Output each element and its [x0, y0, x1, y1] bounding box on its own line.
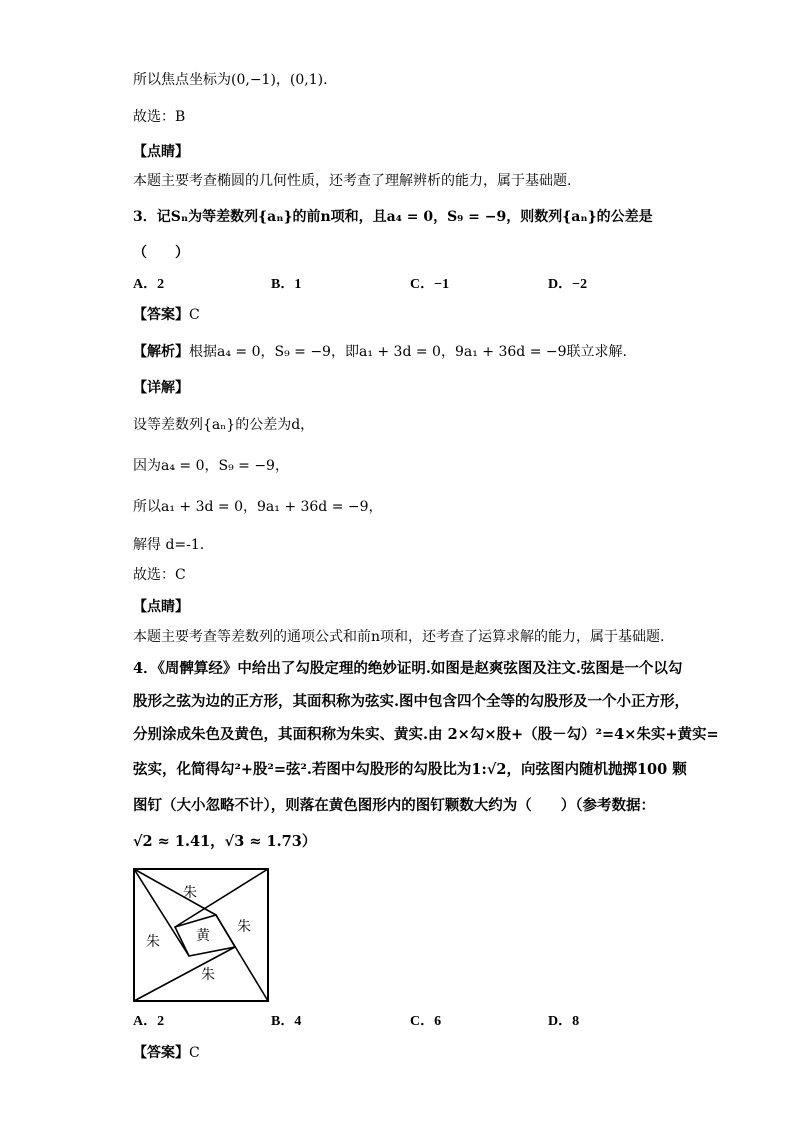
zhao-shuang-chord-diagram — [133, 868, 269, 1002]
text-line: 本题主要考查椭圆的几何性质，还考查了理解辨析的能力，属于基础题. — [133, 173, 572, 189]
text-line: 因为a₄ = 0，S₉ = −9， — [133, 458, 289, 474]
question-3-stem: 3．记Sₙ为等差数列{aₙ}的前n项和，且a₄ = 0，S₉ = −9，则数列{aₙ}的公差是 — [133, 209, 653, 225]
answer-line: 【 答案 】 C — [133, 1043, 200, 1063]
text-line: 所以焦点坐标为(0,−1)，(0,1). — [133, 72, 328, 88]
text-line: 解得 d=-1. — [133, 537, 205, 553]
text-line: 所以a₁ + 3d = 0，9a₁ + 36d = −9， — [133, 499, 383, 515]
label-center: 黄 — [196, 928, 210, 944]
section-tag: 【 点睛 】 — [133, 142, 189, 162]
text-line: 设等差数列{aₙ}的公差为d， — [133, 417, 315, 433]
label-right: 朱 — [237, 919, 251, 935]
label-left: 朱 — [146, 934, 160, 950]
label-bottom: 朱 — [201, 967, 215, 983]
question-4-line: 弦实，化简得勾²+股²=弦².若图中勾股形的勾股比为1:√2，向弦图内随机抛掷100 颗 — [133, 761, 687, 778]
answer-line: 【 答案 】 C — [133, 305, 200, 325]
option-b: B．1 — [271, 277, 302, 292]
option-d: D．−2 — [548, 277, 588, 292]
text-line: 故选：B — [133, 109, 186, 125]
option-d: D．8 — [548, 1014, 580, 1029]
analysis-line: 【 解析 】 根据a₄ = 0，S₉ = −9，即a₁ + 3d = 0，9a₁ + 36d = −9联立求解. — [133, 342, 627, 362]
option-c: C．6 — [410, 1014, 442, 1029]
text-line: 故选：C — [133, 567, 186, 583]
label-top: 朱 — [183, 885, 197, 901]
question-4-line: 分别涂成朱色及黄色，其面积称为朱实、黄实.由 2×勾×股+（股－勾）²=4×朱实+黄实= — [133, 726, 719, 743]
question-4-line: √2 ≈ 1.41，√3 ≈ 1.73） — [133, 833, 317, 850]
option-c: C．−1 — [410, 277, 450, 292]
option-a: A．2 — [133, 277, 165, 292]
question-4-line: 4．《周髀算经》中给出了勾股定理的绝妙证明.如图是赵爽弦图及注文.弦图是一个以勾 — [133, 660, 683, 677]
option-a: A．2 — [133, 1014, 165, 1029]
question-4-line: 图钉（大小忽略不计），则落在黄色图形内的图钉颗数大约为（ ）（参考数据： — [133, 797, 655, 814]
section-tag: 【 详解 】 — [133, 378, 189, 398]
section-tag: 【 点睛 】 — [133, 597, 189, 617]
question-4-line: 股形之弦为边的正方形，其面积称为弦实.图中包含四个全等的勾股形及一个小正方形， — [133, 693, 690, 710]
text-line: 本题主要考查等差数列的通项公式和前n项和，还考查了运算求解的能力，属于基础题. — [133, 629, 665, 645]
option-b: B．4 — [271, 1014, 302, 1029]
question-3-paren: （ ） — [133, 245, 189, 261]
